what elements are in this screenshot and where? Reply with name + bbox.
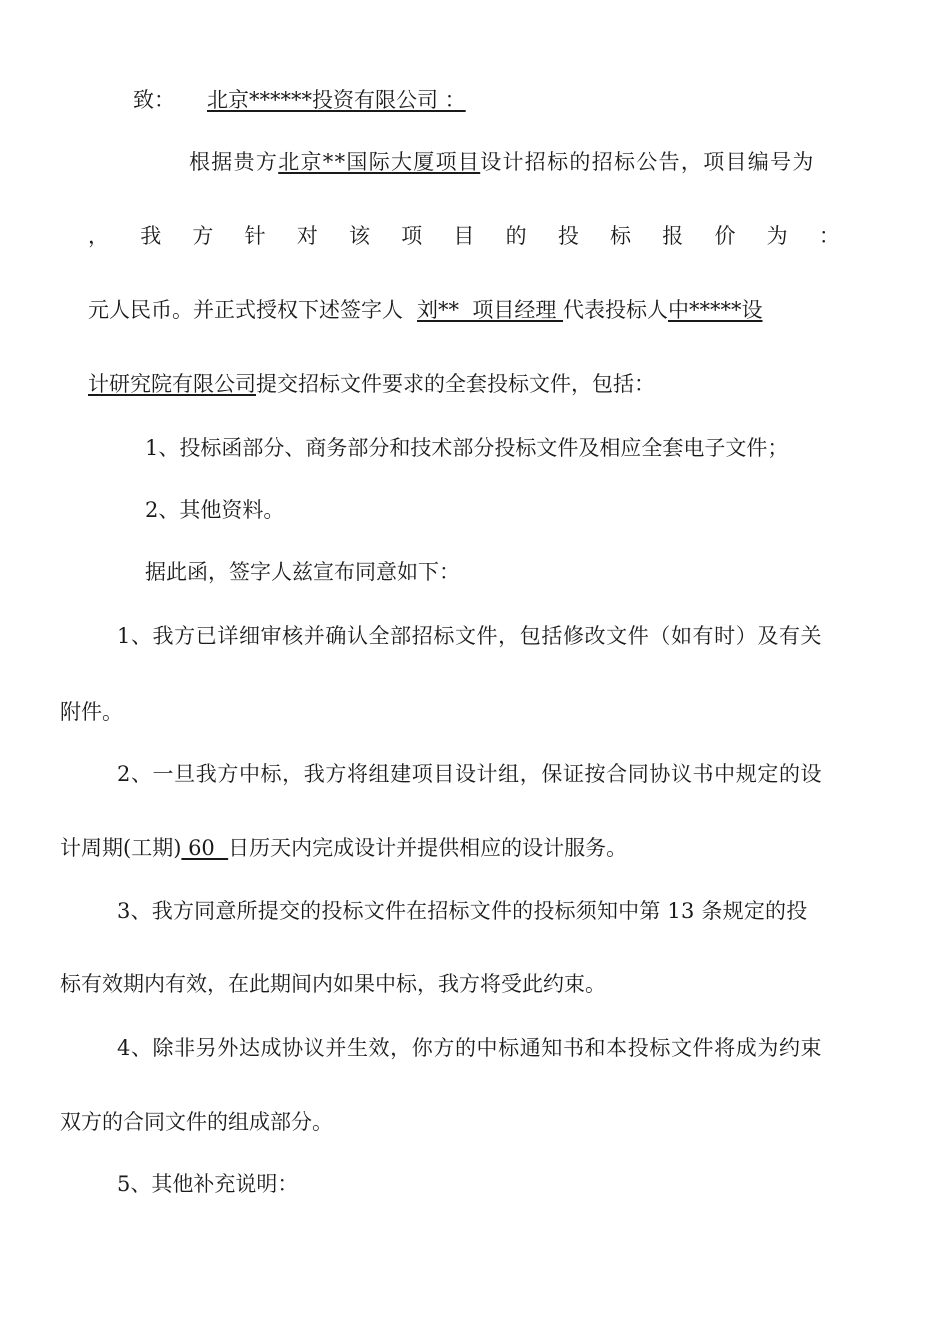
bidder-line — [88, 370, 655, 398]
clause-1-line-1: 1、我方已详细审核并确认全部招标文件，包括修改文件（如有时）及有关 — [117, 624, 823, 648]
offer-char: 投 — [557, 224, 579, 248]
salutation — [133, 86, 466, 114]
offer-char: 为 — [766, 224, 788, 248]
offer-char: 报 — [662, 224, 684, 248]
offer-char: 该 — [349, 224, 371, 248]
doc-item: 1、投标函部分、商务部分和技术部分投标文件及相应全套电子文件； — [145, 436, 789, 460]
offer-char: 针 — [244, 224, 266, 248]
offer-char: 对 — [296, 224, 318, 248]
submission-text: 提交招标文件要求的全套投标文件，包括： — [256, 372, 655, 396]
intro-suffix: 设计招标的招标公告，项目编号为 — [480, 150, 815, 174]
to-label: 致： — [133, 88, 175, 112]
doc-item: 2、其他资料。 — [145, 498, 285, 522]
clause-2-prefix: 计周期(工期) — [60, 836, 182, 860]
bidder-name-part1: 中*****设 — [668, 298, 763, 322]
auth-mid: 代表投标人 — [563, 298, 669, 322]
signatory: 刘** 项目经理 — [417, 298, 564, 322]
offer-char: 目 — [453, 224, 475, 248]
offer-line — [88, 222, 840, 250]
bidder-name-part2: 计研究院有限公司 — [88, 372, 256, 396]
clause-2-line-1: 2、一旦我方中标，我方将组建项目设计组，保证按合同协议书中规定的设 — [117, 762, 823, 786]
offer-char: 的 — [505, 224, 527, 248]
offer-char: 价 — [714, 224, 736, 248]
recipient-name: 北京******投资有限公司 ： — [207, 88, 466, 112]
intro-prefix: 根据贵方 — [189, 150, 279, 174]
clause-5: 5、其他补充说明： — [117, 1172, 299, 1196]
project-name: 北京**国际大厦项目 — [278, 150, 481, 174]
clause-2-suffix: 日历天内完成设计并提供相应的设计服务。 — [228, 836, 628, 860]
clause-1-line-2: 附件。 — [60, 700, 123, 724]
offer-char: 方 — [192, 224, 214, 248]
clause-3-line-1: 3、我方同意所提交的投标文件在招标文件的投标须知中第 13 条规定的投 — [117, 899, 808, 923]
offer-char: ： — [818, 224, 840, 248]
design-period-days: 60 — [181, 836, 229, 860]
offer-char: ， — [88, 224, 109, 248]
intro-line — [189, 148, 815, 176]
declaration-intro: 据此函，签字人兹宣布同意如下： — [145, 560, 460, 584]
offer-char: 标 — [610, 224, 632, 248]
authorization-line — [88, 296, 763, 324]
offer-char: 我 — [140, 224, 162, 248]
clause-4-line-2: 双方的合同文件的组成部分。 — [60, 1110, 333, 1134]
offer-char: 项 — [401, 224, 423, 248]
clause-4-line-1: 4、除非另外达成协议并生效，你方的中标通知书和本投标文件将成为约束 — [117, 1036, 823, 1060]
clause-3-line-2: 标有效期内有效，在此期间内如果中标，我方将受此约束。 — [60, 972, 606, 996]
clause-2-line-2 — [60, 834, 627, 862]
auth-prefix: 元人民币。并正式授权下述签字人 — [88, 298, 403, 322]
